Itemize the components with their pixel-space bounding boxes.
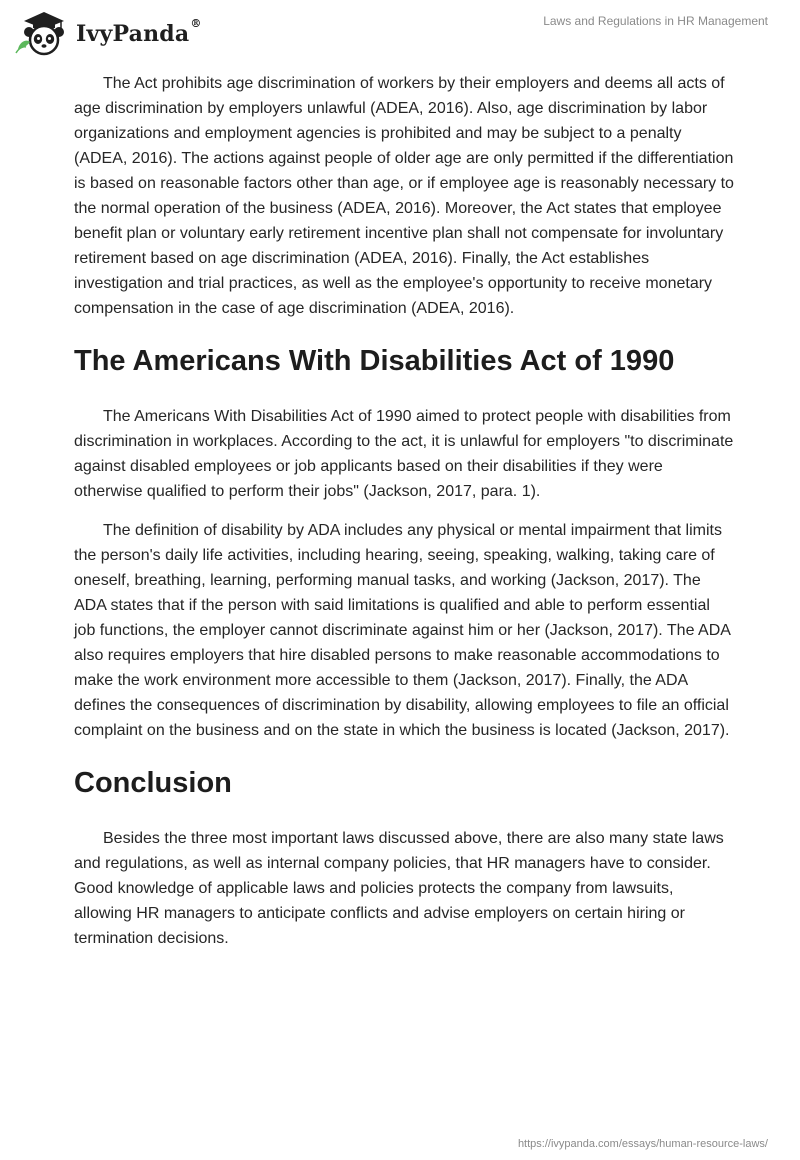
paragraph-adea-summary: The Act prohibits age discrimination of workers by their employers and deems all acts of age discrimination by employers unlawful (ADEA, 2016). Also, age discrimination by labor organizations and employment agencies is prohibited and may be subject to a penalty (ADEA, 2016). The actions against people of older age are only permitted if the differentiation is based on reasonable factors other than age, or if employee age is reasonably necessary to the normal operation of the business (ADEA, 2016). Moreover, the Act states that employee benefit plan or voluntary early retirement incentive plan shall not compensate for involuntary retirement based on age discrimination (ADEA, 2016). Finally, the Act establishes investigation and trial practices, as well as the employee's opportunity to receive monetary compensation in the case of age discrimination (ADEA, 2016).	[74, 75, 734, 317]
page-header	[0, 0, 800, 60]
paragraph-conclusion: Besides the three most important laws discussed above, there are also many state laws and regulations, as well as internal company policies, that HR managers have to consider. Good knowledge of applicable laws and policies protects the company from lawsuits, allowing HR managers to anticipate conflicts and advise employers on certain hiring or termination decisions.	[74, 830, 724, 947]
ivypanda-logo[interactable]	[14, 9, 202, 57]
document-title: Laws and Regulations in HR Management	[543, 14, 768, 28]
paragraph-ada-definition: The definition of disability by ADA includes any physical or mental impairment that limits the person's daily life activities, including hearing, seeing, speaking, walking, taking care of oneself, breathing, learning, performing manual tasks, and working (Jackson, 2017). The ADA states that if the person with said limitations is qualified and able to perform essential job functions, the employer cannot discriminate against him or her (Jackson, 2017). The ADA also requires employers that hire disabled persons to make reasonable accommodations to make the work environment more accessible to them (Jackson, 2017). Finally, the ADA defines the consequences of discrimination by disability, allowing employees to file an official complaint on the business and on the state in which the business is located (Jackson, 2017).	[74, 522, 731, 739]
heading-ada: The Americans With Disabilities Act of 1990	[74, 345, 675, 377]
panda-graduate-icon	[14, 9, 72, 57]
essay-body	[74, 71, 734, 965]
heading-conclusion: Conclusion	[74, 767, 232, 799]
source-url[interactable]: https://ivypanda.com/essays/human-resource-laws/	[517, 1138, 768, 1150]
paragraph-ada-intro: The Americans With Disabilities Act of 1990 aimed to protect people with disabilities from discrimination in workplaces. According to the act, it is unlawful for employers "to discriminate against disabled employees or job applicants based on their disabilities if they were otherwise qualified to perform their jobs" (Jackson, 2017, para. 1).	[74, 408, 734, 500]
brand-name: IvyPanda®	[76, 17, 202, 47]
registered-mark: ®	[190, 17, 202, 30]
